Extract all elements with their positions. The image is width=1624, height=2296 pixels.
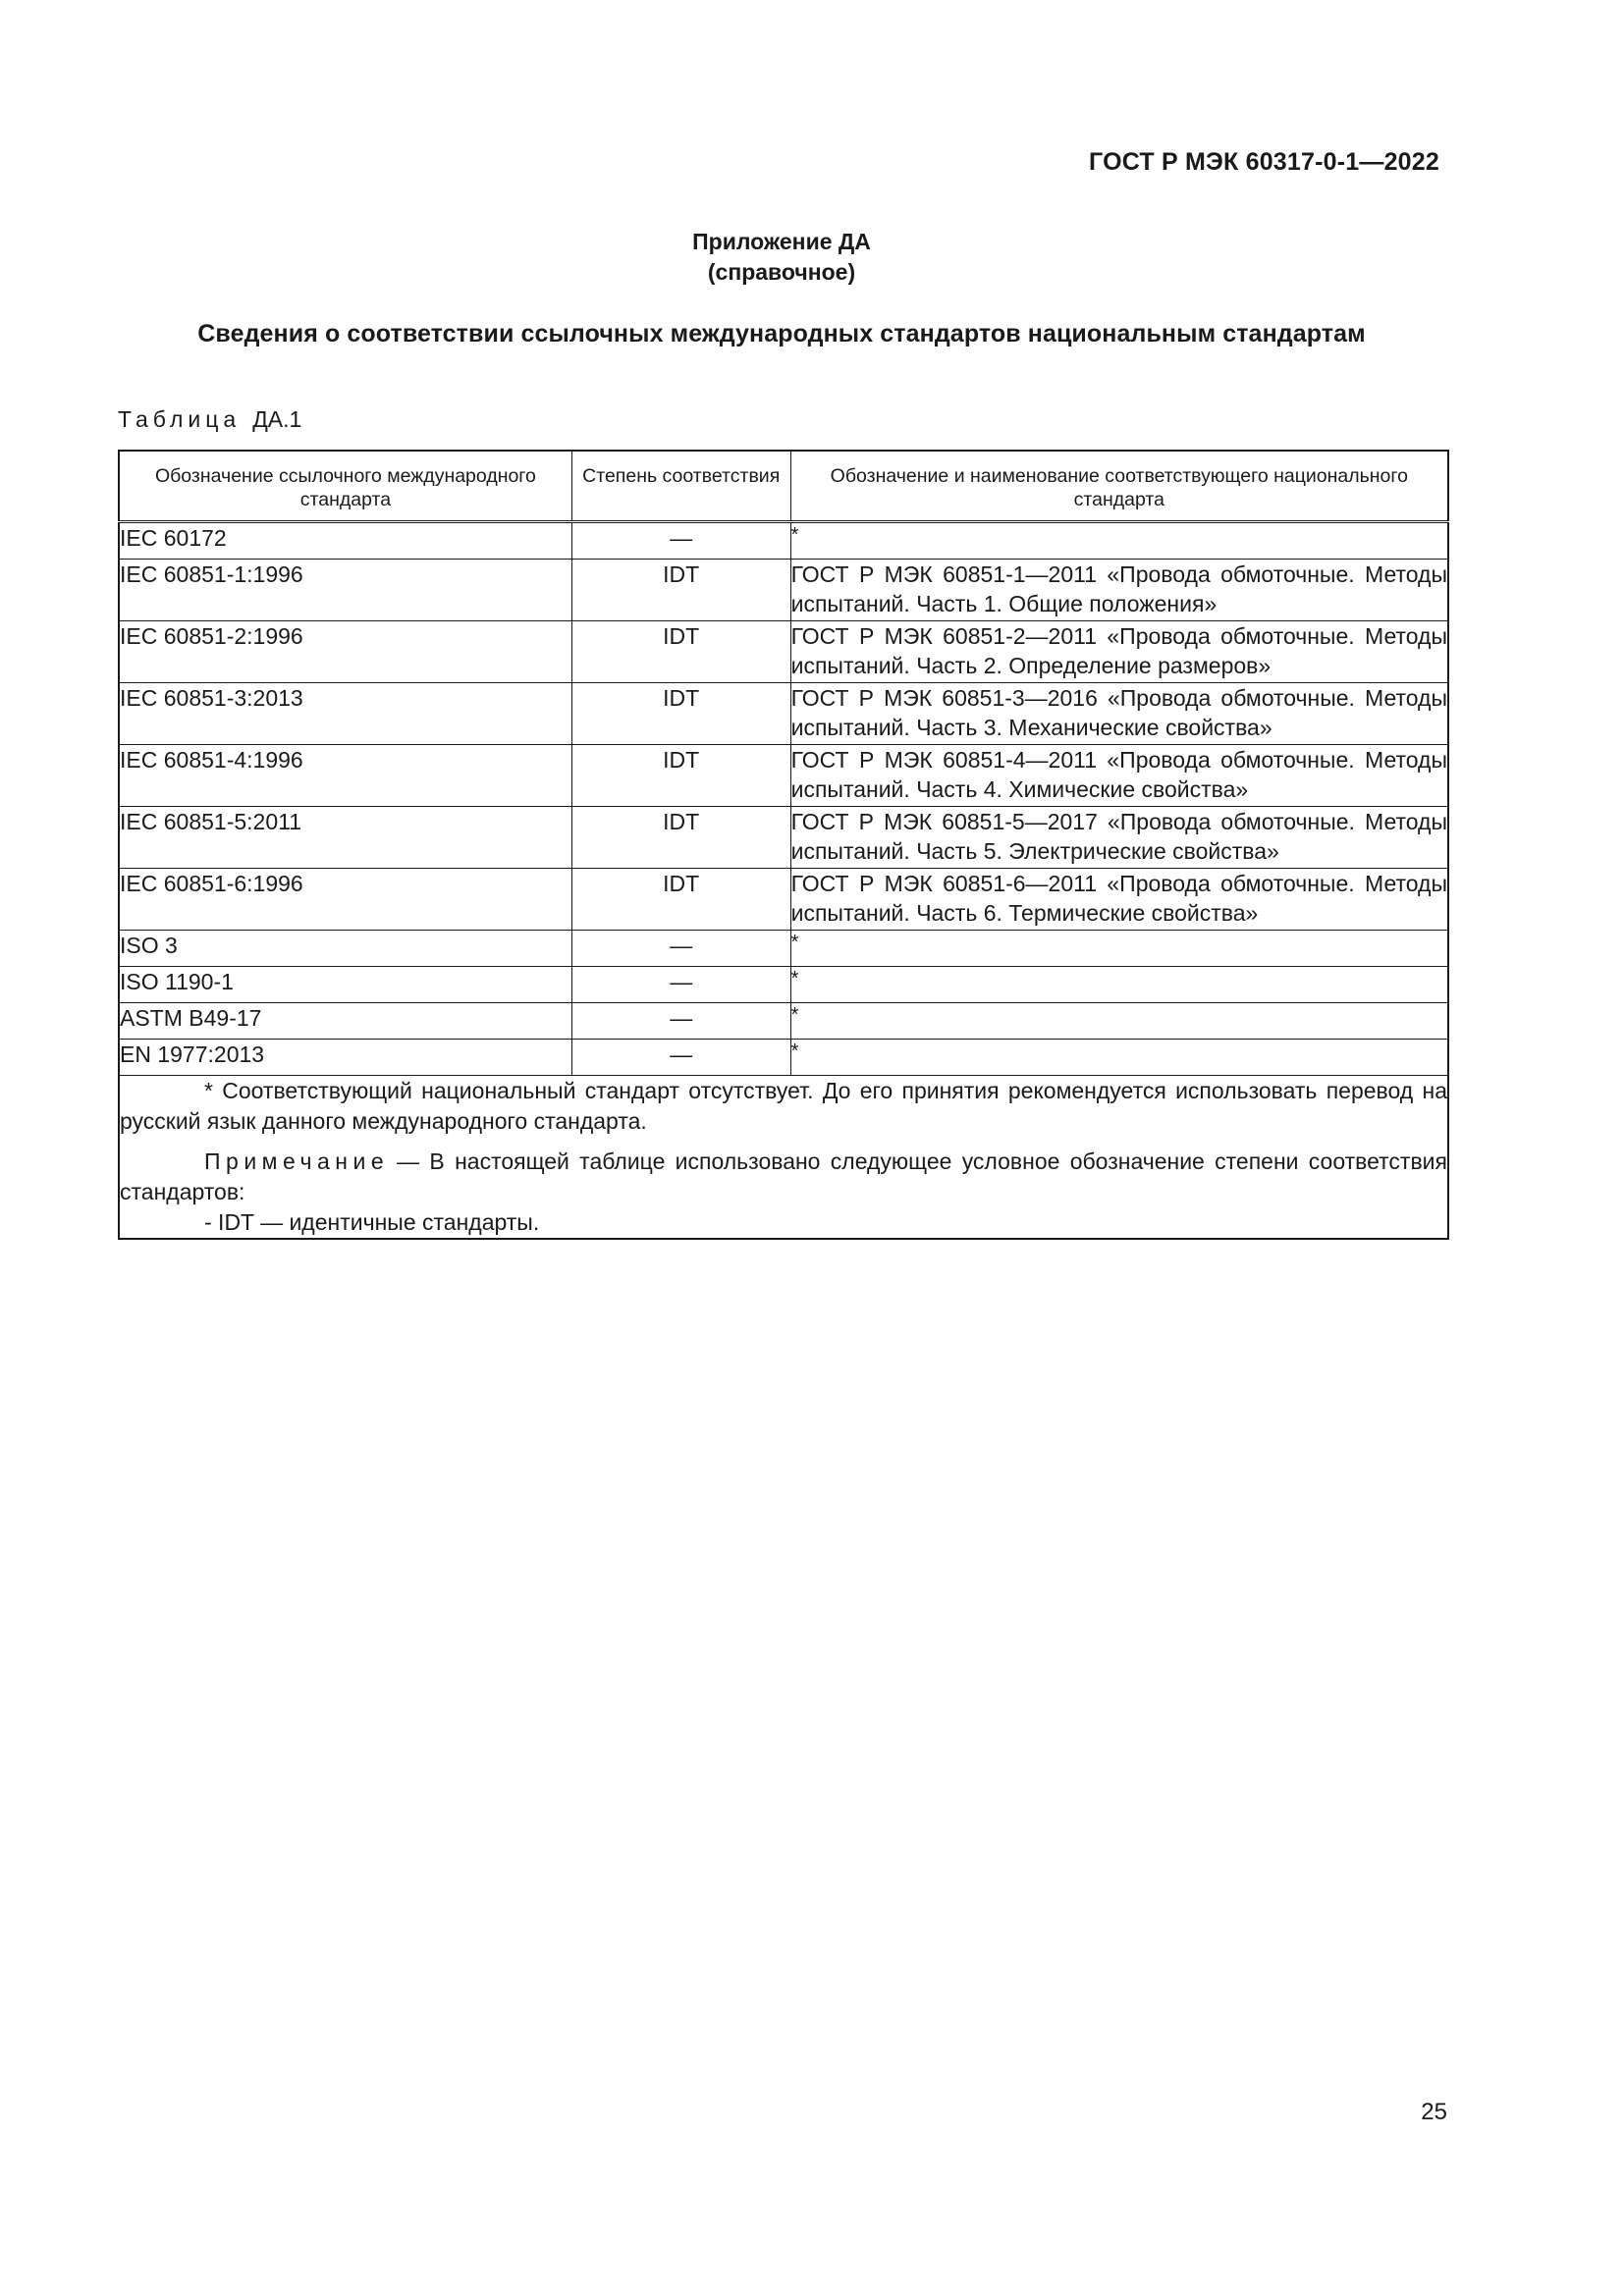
table-row [119,869,1448,931]
cell-degree: — [571,1040,790,1076]
cell-code: ASTM B49-17 [119,1003,571,1040]
document-code: ГОСТ Р МЭК 60317-0-1—2022 [1089,148,1439,176]
cell-degree: IDT [571,560,790,621]
table-row [119,931,1448,967]
annex-title: Приложение ДА [692,229,871,254]
standards-table [118,450,1449,1240]
page-number: 25 [1421,2099,1447,2125]
table-caption [118,406,301,433]
header-international-standard: Обозначение ссылочного международного стандарта [119,451,571,522]
table-footnote-cell [119,1076,1448,1240]
cell-degree: — [571,967,790,1003]
table-row [119,522,1448,560]
header-degree-of-conformity: Степень соответствия [571,451,790,522]
cell-national: ГОСТ Р МЭК 60851-5—2017 «Провода обмоточные. Методы испытаний. Часть 5. Электрические свойства» [790,807,1448,869]
cell-code: IEC 60851-5:2011 [119,807,571,869]
cell-code: IEC 60851-6:1996 [119,869,571,931]
cell-national: * [790,931,1448,967]
table-row [119,745,1448,807]
cell-national: * [790,522,1448,560]
cell-national: * [790,967,1448,1003]
table-row [119,1040,1448,1076]
cell-code: ISO 1190-1 [119,967,571,1003]
table-row [119,807,1448,869]
main-title: Сведения о соответствии ссылочных международных стандартов национальным стандартам [197,320,1366,347]
cell-degree: IDT [571,807,790,869]
cell-code: IEC 60172 [119,522,571,560]
cell-national: ГОСТ Р МЭК 60851-1—2011 «Провода обмоточные. Методы испытаний. Часть 1. Общие положения» [790,560,1448,621]
cell-national: * [790,1040,1448,1076]
cell-degree: IDT [571,621,790,683]
table-caption-word: Таблица [118,406,242,432]
table-row [119,621,1448,683]
cell-code: EN 1977:2013 [119,1040,571,1076]
note-paragraph [120,1147,1447,1207]
note-text: — В настоящей таблице использовано следующее условное обозначение степени соответствия стандартов: [120,1148,1447,1204]
cell-degree: — [571,522,790,560]
header-national-standard: Обозначение и наименование соответствующего национального стандарта [790,451,1448,522]
table-row [119,683,1448,745]
cell-degree: IDT [571,745,790,807]
cell-code: IEC 60851-1:1996 [119,560,571,621]
cell-degree: IDT [571,683,790,745]
cell-code: IEC 60851-4:1996 [119,745,571,807]
note-item: - IDT — идентичные стандарты. [204,1209,540,1235]
cell-national: ГОСТ Р МЭК 60851-2—2011 «Провода обмоточные. Методы испытаний. Часть 2. Определение размеров» [790,621,1448,683]
cell-code: IEC 60851-3:2013 [119,683,571,745]
table-row [119,967,1448,1003]
table-row [119,1003,1448,1040]
cell-national: * [790,1003,1448,1040]
cell-code: IEC 60851-2:1996 [119,621,571,683]
table-header-row [119,451,1448,522]
cell-code: ISO 3 [119,931,571,967]
cell-degree: IDT [571,869,790,931]
footnote-text: * Соответствующий национальный стандарт отсутствует. До его принятия рекомендуется использовать перевод на русский язык данного международного стандарта. [120,1078,1447,1134]
cell-national: ГОСТ Р МЭК 60851-4—2011 «Провода обмоточные. Методы испытаний. Часть 4. Химические свойства» [790,745,1448,807]
note-label: Примечание [204,1148,390,1174]
cell-degree: — [571,931,790,967]
annex-subtitle: (справочное) [707,259,856,285]
table-footnote-row [119,1076,1448,1240]
table-row [119,560,1448,621]
cell-national: ГОСТ Р МЭК 60851-3—2016 «Провода обмоточные. Методы испытаний. Часть 3. Механические свойства» [790,683,1448,745]
table-caption-id: ДА.1 [252,406,302,432]
cell-national: ГОСТ Р МЭК 60851-6—2011 «Провода обмоточные. Методы испытаний. Часть 6. Термические свойства» [790,869,1448,931]
cell-degree: — [571,1003,790,1040]
